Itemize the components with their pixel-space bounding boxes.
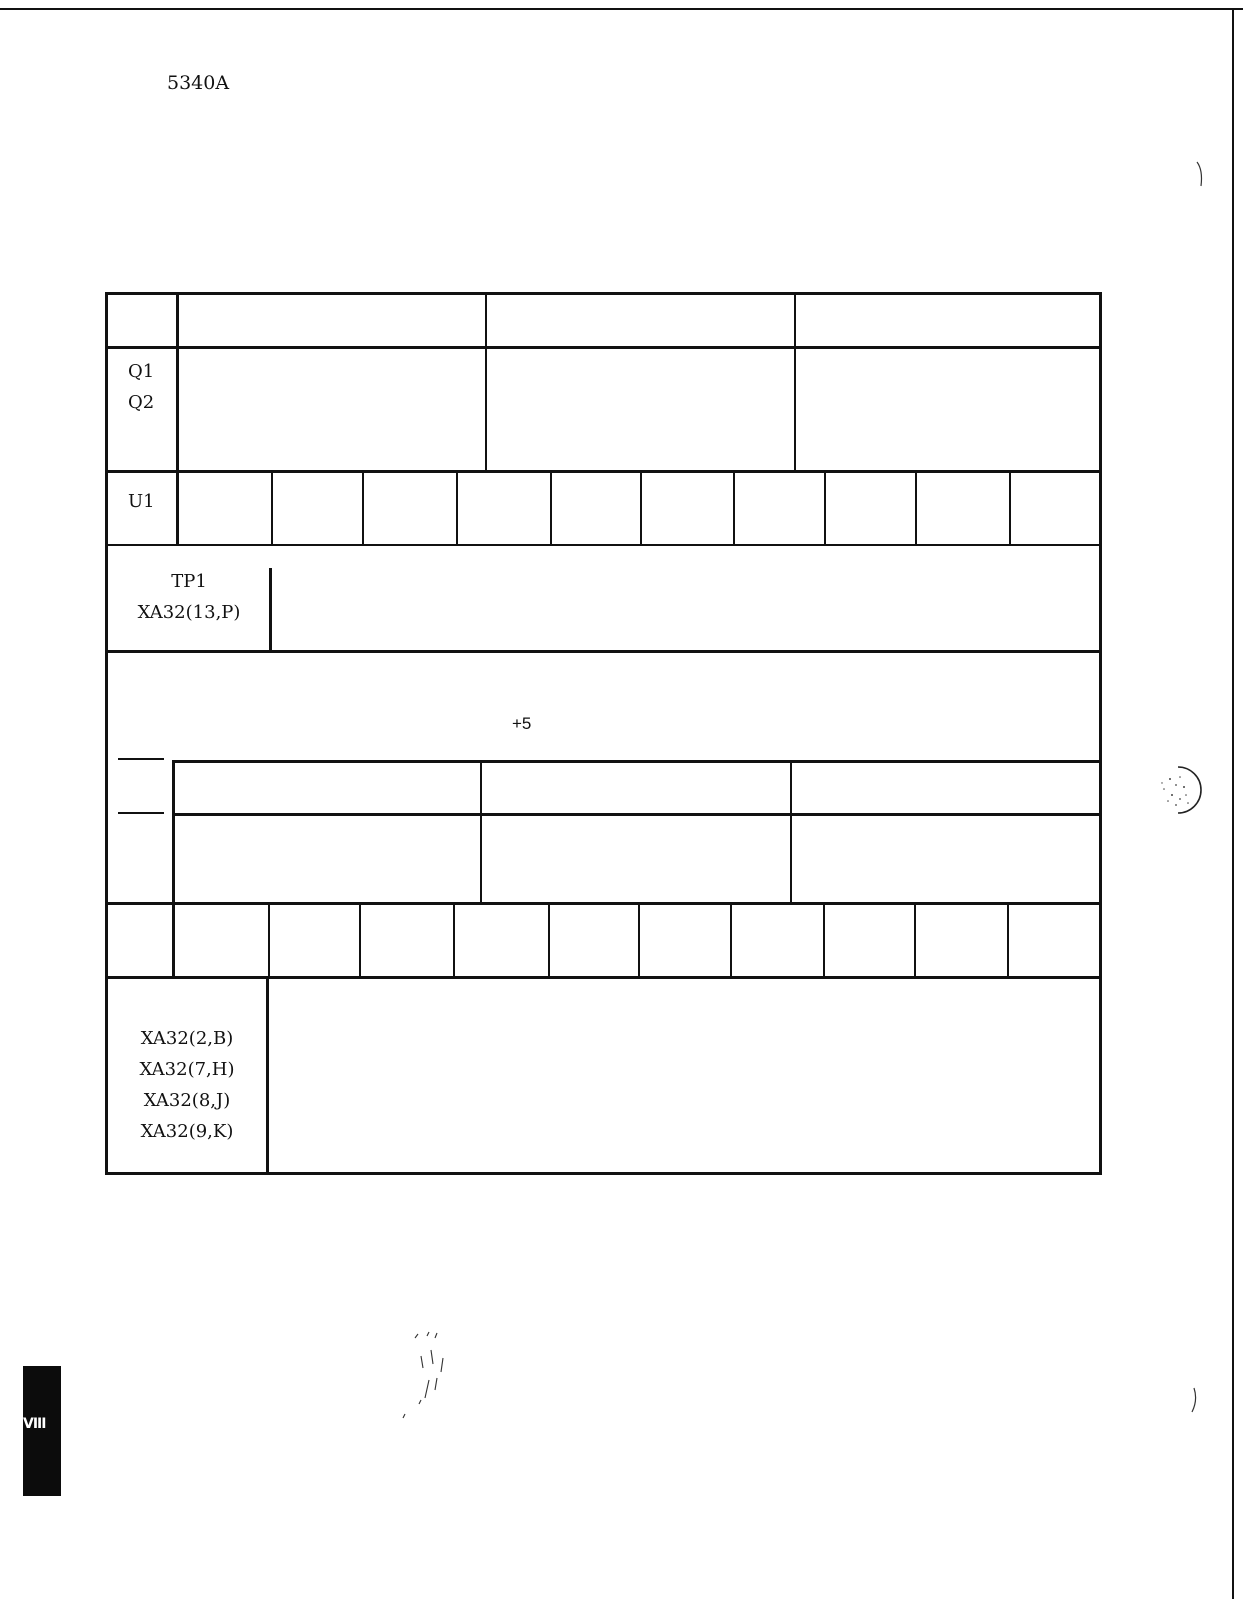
section-text: +5 [512, 714, 532, 733]
col-line [359, 902, 361, 978]
col-line [1009, 470, 1011, 546]
left-dash [118, 812, 164, 814]
right-edge-mark [1195, 160, 1207, 190]
col-line [548, 902, 550, 978]
row-line [172, 760, 1102, 763]
table-bottom-border [105, 1172, 1102, 1175]
stray-pencil-marks [385, 1330, 455, 1425]
col-line [362, 470, 364, 546]
row-line [105, 902, 1102, 905]
q2-label: Q2 [128, 392, 155, 413]
tp-row-labels [108, 566, 270, 628]
xa32-2b-label: XA32(2,B) [140, 1028, 234, 1049]
q-row-labels [128, 356, 154, 418]
left-dash [118, 758, 164, 760]
row-line [105, 650, 1102, 653]
section-tab-label: VIII [23, 1416, 46, 1432]
model-number: 5340A [167, 72, 230, 94]
col-line [172, 760, 175, 978]
col-line [730, 902, 732, 978]
row-line [105, 346, 1102, 349]
row-line [105, 976, 1102, 979]
col-line [480, 760, 482, 904]
xa32-8j-label: XA32(8,J) [143, 1090, 231, 1111]
xa32-9k-label: XA32(9,K) [140, 1121, 234, 1142]
right-edge-mark [1188, 1386, 1202, 1416]
u-row-label: U1 [128, 491, 155, 512]
page-right-border [1232, 8, 1234, 1599]
col-line [794, 292, 796, 472]
col-line [456, 470, 458, 546]
col-line [733, 470, 735, 546]
col-line [823, 902, 825, 978]
col-line [640, 470, 642, 546]
col-line [1007, 902, 1009, 978]
row-line [172, 813, 1102, 816]
col-line [453, 902, 455, 978]
binder-hole-mark [1150, 765, 1202, 817]
col-line [176, 292, 179, 546]
col-line [266, 976, 269, 1175]
col-line [915, 470, 917, 546]
q1-label: Q1 [128, 361, 155, 382]
col-line [268, 902, 270, 978]
col-line [790, 760, 792, 904]
col-line [485, 292, 487, 472]
table-right-border [1099, 292, 1102, 1175]
tp1-label: TP1 [171, 571, 207, 592]
col-line [271, 470, 273, 546]
row-line [105, 470, 1102, 473]
xa32-7h-label: XA32(7,H) [139, 1059, 235, 1080]
row-line [105, 544, 1102, 546]
col-line [550, 470, 552, 546]
col-line [914, 902, 916, 978]
xa-row-labels [108, 1023, 266, 1147]
col-line [638, 902, 640, 978]
table-top-border [105, 292, 1102, 295]
xa32-13p-label: XA32(13,P) [137, 602, 241, 623]
col-line [824, 470, 826, 546]
page-top-border [0, 8, 1243, 10]
